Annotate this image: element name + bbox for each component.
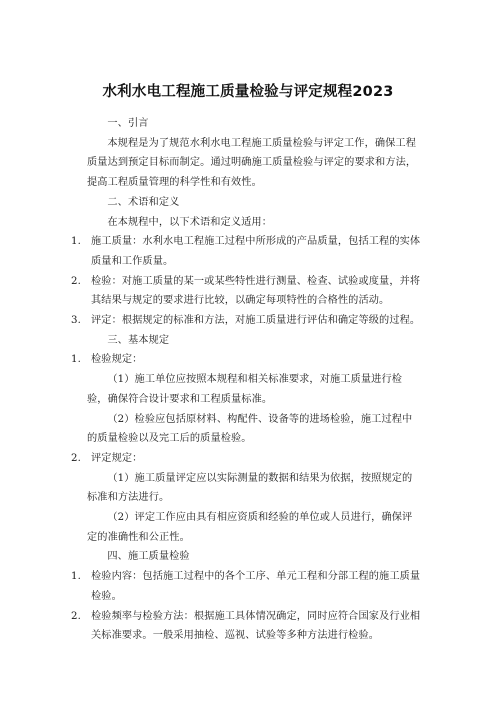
section-heading: 三、基本规定 [107, 334, 170, 346]
list-item [71, 567, 421, 606]
list-text: 检验规定： [91, 354, 143, 366]
list-item [71, 311, 421, 331]
list-number: 1. [71, 236, 81, 248]
list-text: 检验频率与检验方法：根据施工具体情况确定，同时应符合国家及行业相关标准要求。一般采用抽检、巡视、试验等多种方法进行检验。 [91, 610, 421, 642]
list-text: 检验内容：包括施工过程中的各个工序、单元工程和分部工程的施工质量检验。 [91, 571, 421, 602]
document-title: 水利水电工程施工质量检验与评定规程2023 [102, 84, 394, 100]
document-body [71, 114, 421, 646]
list-text: 检验：对施工质量的某一或某些特性进行测量、检查、试验或度量，并将其结果与规定的要求进行比较，以确定每项特性的合格性的活动。 [91, 275, 421, 307]
paragraph: 在本规程中，以下术语和定义适用： [107, 216, 272, 228]
list-item [71, 607, 421, 646]
list-number: 2. [71, 452, 81, 464]
list-number: 2. [71, 275, 81, 287]
list-item [71, 272, 421, 311]
list-item [71, 449, 421, 469]
section-heading: 四、施工质量检验 [107, 551, 190, 563]
list-number: 2. [71, 610, 81, 622]
list-text: 评定规定： [91, 452, 143, 464]
paragraph: （1）施工单位应按照本规程和相关标准要求，对施工质量进行检验，确保符合设计要求和工程质量标准。 [87, 374, 403, 405]
paragraph: 本规程是为了规范水利水电工程施工质量检验与评定工作，确保工程质量达到预定目标而制定。通过明确施工质量检验与评定的要求和方法，提高工程质量管理的科学性和有效性。 [87, 137, 417, 189]
section-heading: 一、引言 [107, 118, 149, 129]
list-number: 3. [71, 315, 81, 327]
paragraph: （2）评定工作应由具有相应资质和经验的单位或人员进行，确保评定的准确性和公正性。 [87, 512, 413, 543]
list-item [71, 232, 421, 271]
list-text: 评定：根据规定的标准和方法，对施工质量进行评估和确定等级的过程。 [91, 315, 421, 327]
section-heading: 二、术语和定义 [107, 196, 180, 208]
list-text: 施工质量：水利水电工程施工过程中所形成的产品质量，包括工程的实体质量和工作质量。 [91, 236, 421, 267]
paragraph: （1）施工质量评定应以实际测量的数据和结果为依据，按照规定的标准和方法进行。 [87, 472, 413, 504]
paragraph: （2）检验应包括原材料、构配件、设备等的进场检验，施工过程中的质量检验以及完工后的质量检验。 [87, 413, 413, 445]
list-item [71, 350, 421, 370]
list-number: 1. [71, 354, 81, 366]
list-number: 1. [71, 571, 81, 583]
